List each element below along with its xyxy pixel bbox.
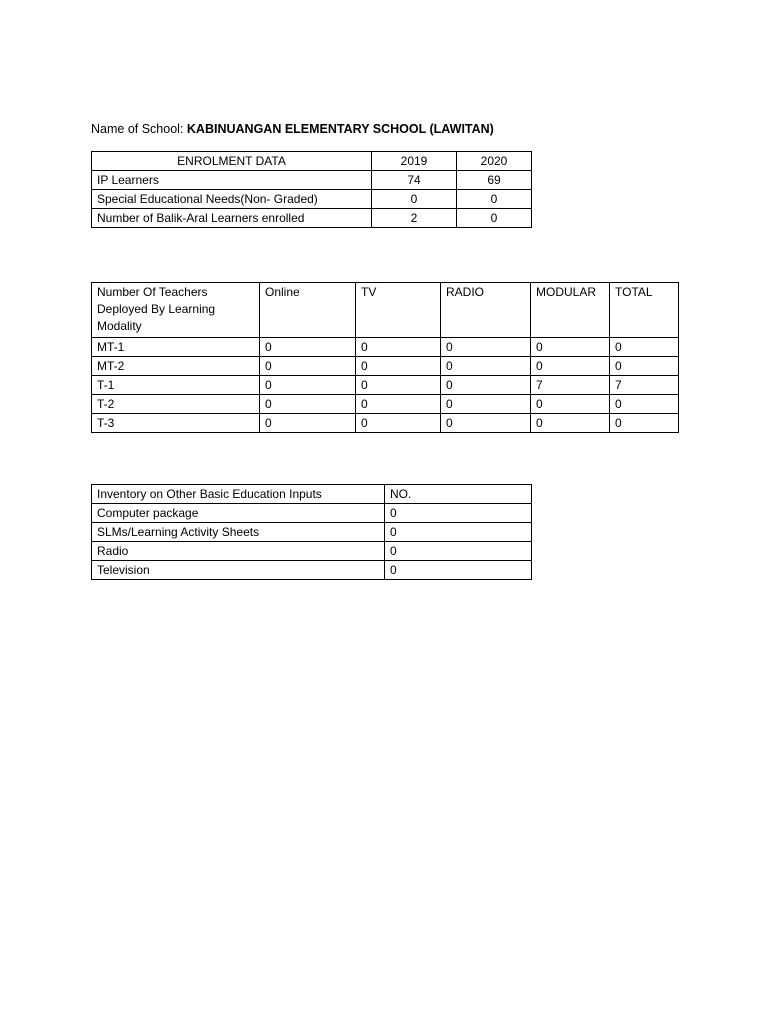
table-row xyxy=(92,561,532,580)
enrolment-cell: 74 xyxy=(372,171,457,190)
teachers-header-modular: MODULAR xyxy=(531,283,610,338)
teachers-cell: 0 xyxy=(441,376,531,395)
enrolment-cell: 0 xyxy=(457,209,532,228)
enrolment-cell: 2 xyxy=(372,209,457,228)
enrolment-header-2020: 2020 xyxy=(457,152,532,171)
teachers-header-row xyxy=(92,283,679,338)
teachers-cell: 0 xyxy=(610,357,679,376)
school-name-line xyxy=(91,122,494,136)
enrolment-header-2019: 2019 xyxy=(372,152,457,171)
inventory-cell: 0 xyxy=(385,561,532,580)
enrolment-row-label: Special Educational Needs(Non- Graded) xyxy=(92,190,372,209)
school-name-label: Name of School: xyxy=(91,122,184,136)
teachers-header-total: TOTAL xyxy=(610,283,679,338)
inventory-header-title: Inventory on Other Basic Education Inputs xyxy=(92,485,385,504)
inventory-cell: 0 xyxy=(385,504,532,523)
table-row xyxy=(92,338,679,357)
teachers-header-online: Online xyxy=(260,283,356,338)
table-row xyxy=(92,542,532,561)
inventory-row-label: Radio xyxy=(92,542,385,561)
teachers-cell: 0 xyxy=(531,395,610,414)
teachers-cell: 0 xyxy=(531,357,610,376)
teachers-cell: 7 xyxy=(531,376,610,395)
teachers-cell: 0 xyxy=(356,376,441,395)
teachers-header-title: Number Of Teachers Deployed By Learning Modality xyxy=(92,283,260,338)
inventory-cell: 0 xyxy=(385,523,532,542)
teachers-cell: 0 xyxy=(260,414,356,433)
teachers-cell: 0 xyxy=(441,338,531,357)
table-row xyxy=(92,414,679,433)
enrolment-row-label: Number of Balik-Aral Learners enrolled xyxy=(92,209,372,228)
teachers-cell: 0 xyxy=(441,414,531,433)
teachers-cell: 0 xyxy=(610,395,679,414)
enrolment-header-row xyxy=(92,152,532,171)
teachers-row-label: T-2 xyxy=(92,395,260,414)
table-row xyxy=(92,171,532,190)
teachers-header-radio: RADIO xyxy=(441,283,531,338)
teachers-table xyxy=(91,282,679,433)
teachers-cell: 0 xyxy=(356,357,441,376)
enrolment-row-label: IP Learners xyxy=(92,171,372,190)
table-row xyxy=(92,209,532,228)
inventory-row-label: Computer package xyxy=(92,504,385,523)
teachers-row-label: MT-1 xyxy=(92,338,260,357)
teachers-row-label: T-1 xyxy=(92,376,260,395)
enrolment-header-title: ENROLMENT DATA xyxy=(92,152,372,171)
enrolment-table xyxy=(91,151,532,228)
school-name-value: KABINUANGAN ELEMENTARY SCHOOL (LAWITAN) xyxy=(186,122,494,136)
enrolment-cell: 69 xyxy=(457,171,532,190)
teachers-cell: 0 xyxy=(531,414,610,433)
enrolment-cell: 0 xyxy=(457,190,532,209)
table-row xyxy=(92,376,679,395)
teachers-cell: 0 xyxy=(441,357,531,376)
teachers-row-label: T-3 xyxy=(92,414,260,433)
table-row xyxy=(92,504,532,523)
inventory-cell: 0 xyxy=(385,542,532,561)
inventory-row-label: SLMs/Learning Activity Sheets xyxy=(92,523,385,542)
table-row xyxy=(92,357,679,376)
inventory-row-label: Television xyxy=(92,561,385,580)
teachers-cell: 0 xyxy=(260,376,356,395)
teachers-row-label: MT-2 xyxy=(92,357,260,376)
table-row xyxy=(92,190,532,209)
teachers-cell: 0 xyxy=(356,338,441,357)
inventory-header-no: NO. xyxy=(385,485,532,504)
teachers-cell: 0 xyxy=(260,357,356,376)
teachers-cell: 0 xyxy=(441,395,531,414)
teachers-cell: 0 xyxy=(260,395,356,414)
enrolment-cell: 0 xyxy=(372,190,457,209)
teachers-header-tv: TV xyxy=(356,283,441,338)
inventory-table xyxy=(91,484,532,580)
teachers-cell: 0 xyxy=(531,338,610,357)
table-row xyxy=(92,523,532,542)
teachers-cell: 0 xyxy=(610,338,679,357)
teachers-cell: 0 xyxy=(610,414,679,433)
teachers-cell: 0 xyxy=(260,338,356,357)
table-row xyxy=(92,395,679,414)
inventory-header-row xyxy=(92,485,532,504)
teachers-cell: 0 xyxy=(356,395,441,414)
teachers-cell: 7 xyxy=(610,376,679,395)
teachers-cell: 0 xyxy=(356,414,441,433)
